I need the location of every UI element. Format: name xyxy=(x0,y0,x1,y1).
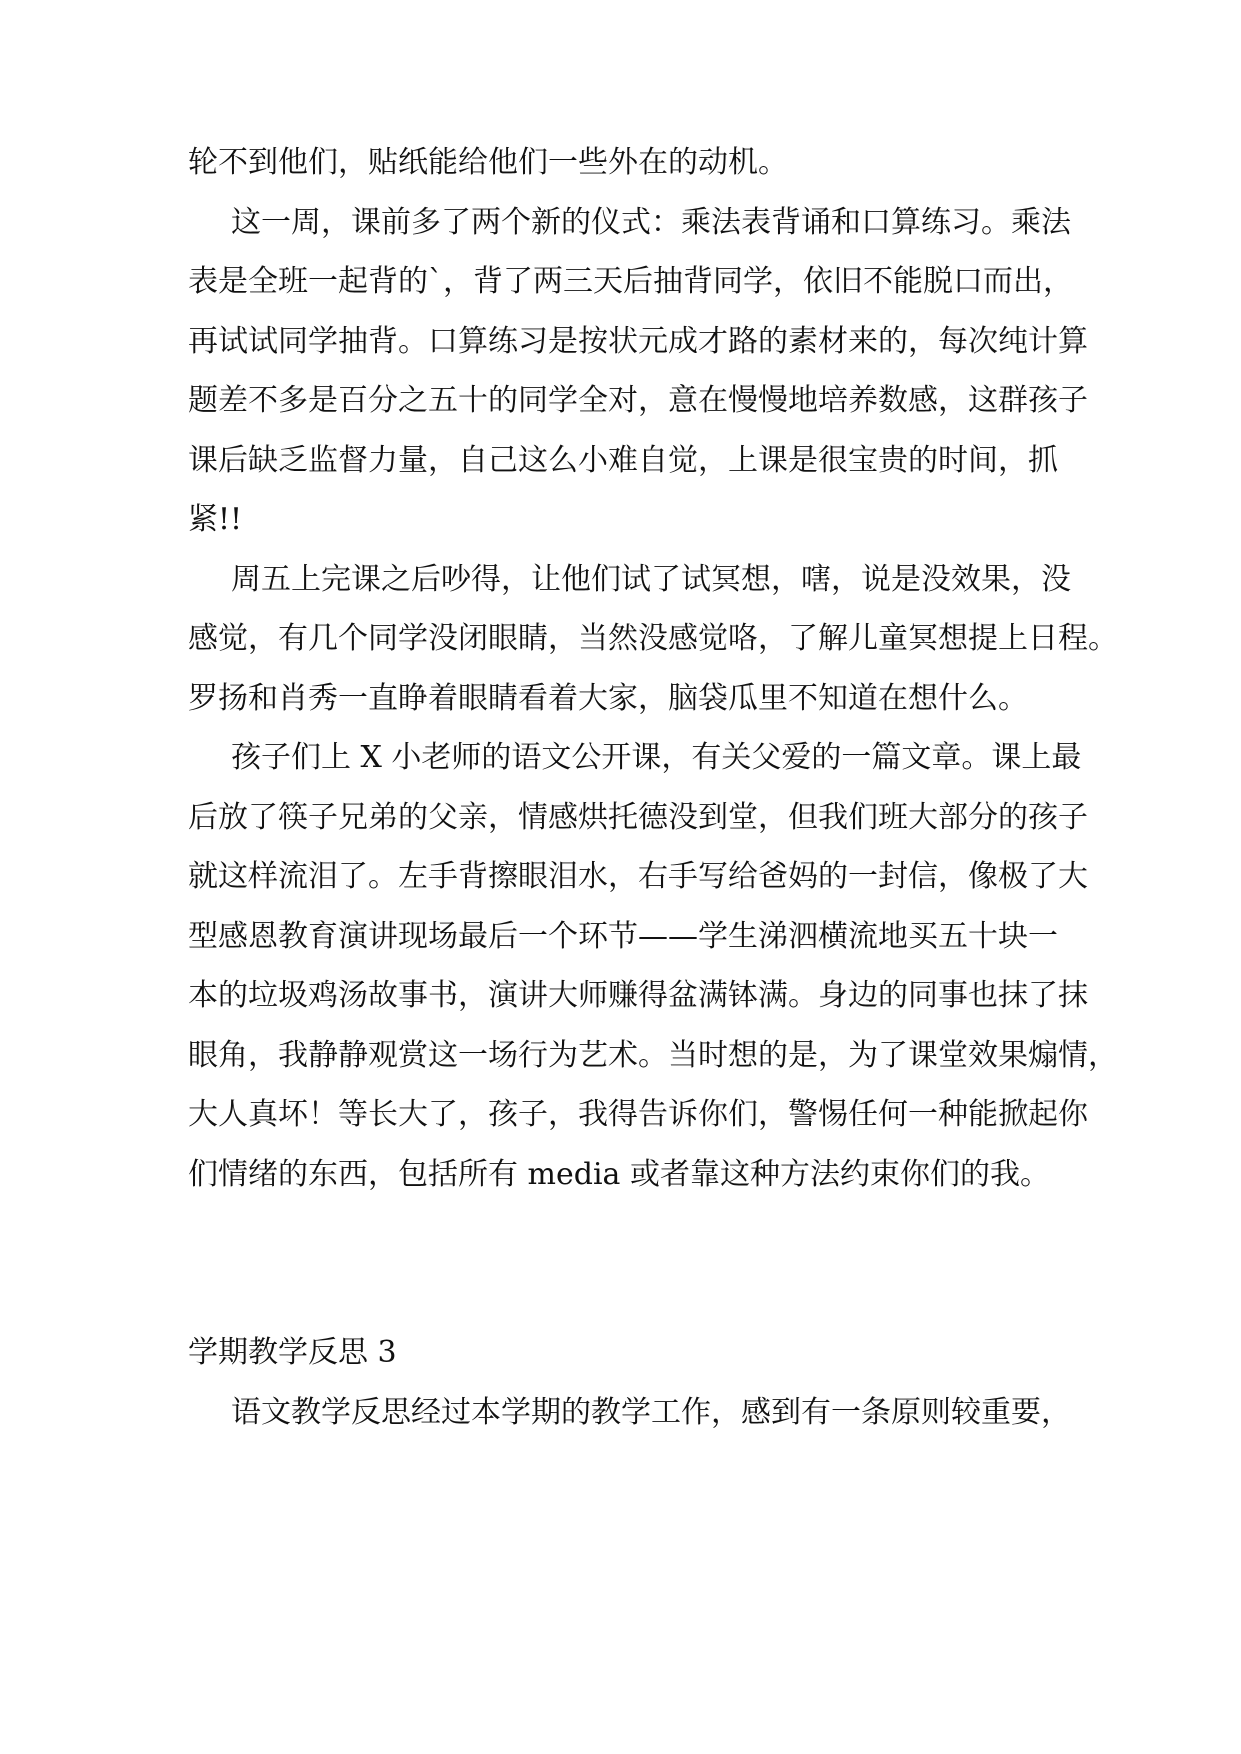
paragraph-4-line-8: 们情绪的东西，包括所有 media 或者靠这种方法约束你们的我。 xyxy=(188,1157,1050,1192)
paragraph-2-line-1: 这一周，课前多了两个新的仪式：乘法表背诵和口算练习。乘法 xyxy=(231,205,1071,240)
paragraph-3-line-3: 罗扬和肖秀一直睁着眼睛看着大家，脑袋瓜里不知道在想什么。 xyxy=(188,681,1028,716)
paragraph-1-line-1: 轮不到他们，贴纸能给他们一些外在的动机。 xyxy=(188,145,788,180)
paragraph-5-line-1: 语文教学反思经过本学期的教学工作，感到有一条原则较重要， xyxy=(231,1395,1071,1430)
section-heading: 学期教学反思 3 xyxy=(188,1335,397,1370)
paragraph-2-line-6: 紧!! xyxy=(188,502,243,537)
paragraph-4-line-4: 型感恩教育演讲现场最后一个环节——学生涕泗横流地买五十块一 xyxy=(188,919,1058,954)
paragraph-4-line-7: 大人真坏！等长大了，孩子，我得告诉你们，警惕任何一种能掀起你 xyxy=(188,1097,1088,1132)
paragraph-4-line-3: 就这样流泪了。左手背擦眼泪水，右手写给爸妈的一封信，像极了大 xyxy=(188,859,1088,894)
paragraph-4-line-2: 后放了筷子兄弟的父亲，情感烘托德没到堂，但我们班大部分的孩子 xyxy=(188,800,1088,835)
paragraph-2-line-3: 再试试同学抽背。口算练习是按状元成才路的素材来的，每次纯计算 xyxy=(188,324,1088,359)
paragraph-2-line-2: 表是全班一起背的`，背了两三天后抽背同学，依旧不能脱口而出， xyxy=(188,264,1073,299)
paragraph-3-line-2: 感觉，有几个同学没闭眼睛，当然没感觉咯，了解儿童冥想提上日程。 xyxy=(188,621,1118,656)
paragraph-3-line-1: 周五上完课之后吵得，让他们试了试冥想，嗐，说是没效果，没 xyxy=(231,562,1071,597)
paragraph-2-line-4: 题差不多是百分之五十的同学全对，意在慢慢地培养数感，这群孩子 xyxy=(188,383,1088,418)
paragraph-2-line-5: 课后缺乏监督力量，自己这么小难自觉，上课是很宝贵的时间，抓 xyxy=(188,443,1058,478)
paragraph-4-line-6: 眼角，我静静观赏这一场行为艺术。当时想的是，为了课堂效果煽情， xyxy=(188,1038,1118,1073)
paragraph-4-line-1: 孩子们上 X 小老师的语文公开课，有关父爱的一篇文章。课上最 xyxy=(231,740,1082,775)
paragraph-4-line-5: 本的垃圾鸡汤故事书，演讲大师赚得盆满钵满。身边的同事也抹了抹 xyxy=(188,978,1088,1013)
